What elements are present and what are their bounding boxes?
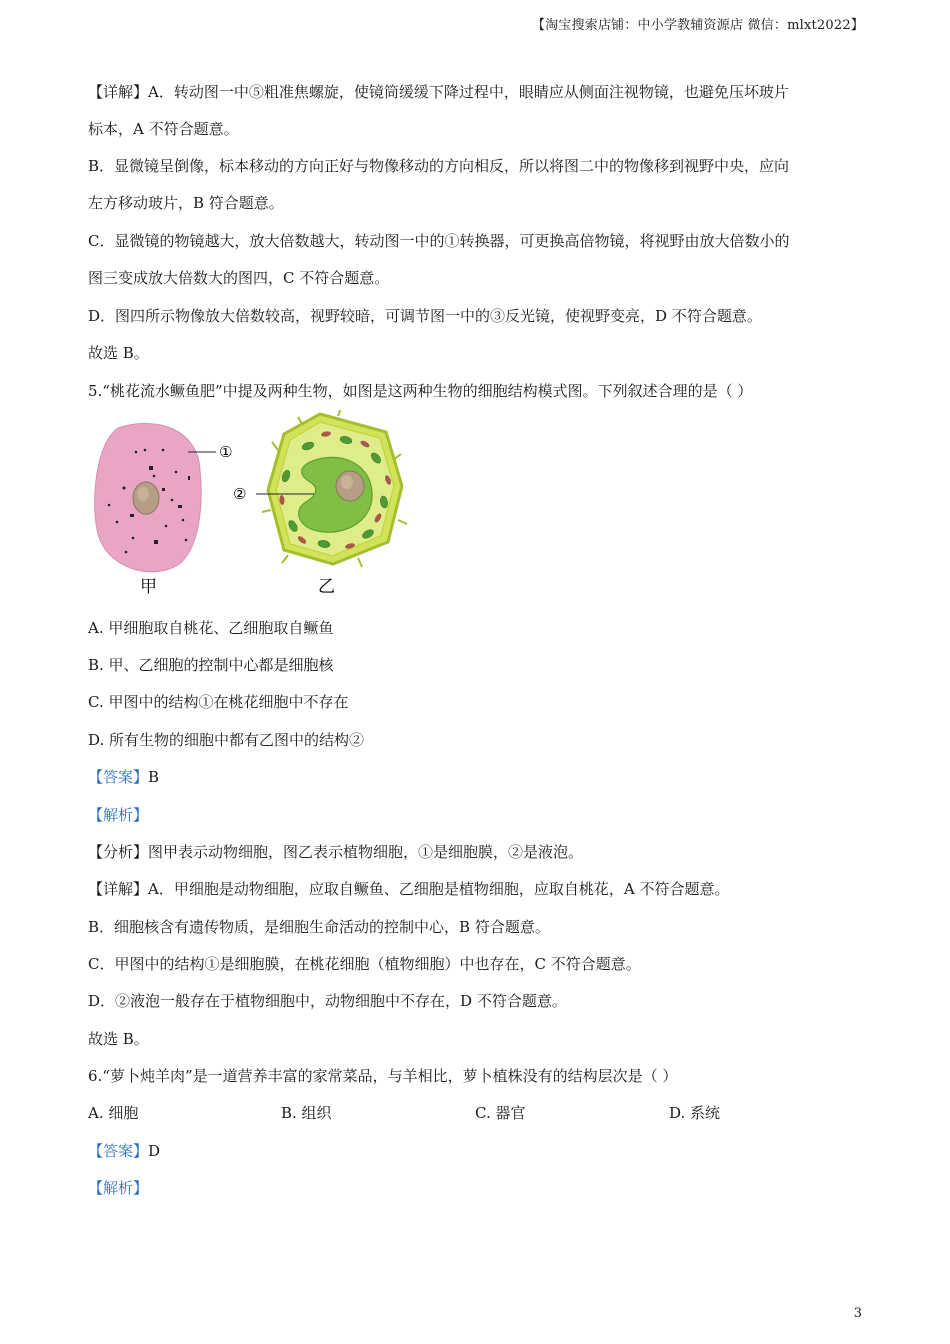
- q5-option-b: B. 甲、乙细胞的控制中心都是细胞核: [88, 656, 334, 674]
- caption-jia: 甲: [140, 577, 157, 597]
- animal-cell: [95, 423, 202, 571]
- cell-diagram: [88, 410, 418, 600]
- q5-detail-line-3: C．甲图中的结构①是细胞膜，在桃花细胞（植物细胞）中也存在，C 不符合题意。: [88, 955, 641, 973]
- q6-option-b: B. 组织: [281, 1104, 332, 1122]
- q6-option-d: D. 系统: [669, 1104, 721, 1122]
- q5-answer: 【答案】B: [88, 768, 160, 786]
- q5-option-c: C. 甲图中的结构①在桃花细胞中不存在: [88, 693, 349, 711]
- label-2: ②: [233, 485, 247, 503]
- q5-stem: 5.“桃花流水鳜鱼肥”中提及两种生物，如图是这两种生物的细胞结构模式图。下列叙述合理的是（ ）: [88, 382, 753, 400]
- q6-stem: 6.“萝卜炖羊肉”是一道营养丰富的家常菜品，与羊相比，萝卜植株没有的结构层次是（ ）: [88, 1067, 678, 1085]
- q6-analysis-tag: 【解析】: [88, 1179, 149, 1197]
- label-1: ①: [219, 443, 233, 461]
- q6-option-c: C. 器官: [475, 1104, 526, 1122]
- q6-option-a: A. 细胞: [88, 1104, 139, 1122]
- q5-analysis: 【分析】图甲表示动物细胞，图乙表示植物细胞，①是细胞膜，②是液泡。: [88, 843, 584, 861]
- page-number: 3: [853, 1306, 862, 1321]
- q5-detail-line-4: D．②液泡一般存在于植物细胞中，动物细胞中不存在，D 不符合题意。: [88, 992, 567, 1010]
- q5-detail-line-2: B．细胞核含有遗传物质，是细胞生命活动的控制中心，B 符合题意。: [88, 918, 550, 936]
- q5-analysis-tag: 【解析】: [88, 806, 149, 824]
- q4-detail-line-6: 图三变成放大倍数大的图四，C 不符合题意。: [88, 269, 390, 287]
- q4-detail-line-3: B．显微镜呈倒像，标本移动的方向正好与物像移动的方向相反，所以将图二中的物像移到视野中央，应向: [88, 157, 790, 175]
- q4-detail-line-5: C．显微镜的物镜越大，放大倍数越大，转动图一中的①转换器，可更换高倍物镜，将视野由放大倍数小的: [88, 232, 790, 250]
- q4-conclusion: 故选 B。: [88, 344, 149, 362]
- page-header: 【淘宝搜索店铺：中小学教辅资源店 微信：mlxt2022】: [531, 18, 864, 33]
- q5-option-a: A. 甲细胞取自桃花、乙细胞取自鳜鱼: [88, 619, 334, 637]
- q5-conclusion: 故选 B。: [88, 1030, 149, 1048]
- q4-detail-line-4: 左方移动玻片，B 符合题意。: [88, 194, 284, 212]
- q5-option-d: D. 所有生物的细胞中都有乙图中的结构②: [88, 731, 365, 749]
- q4-detail-line-2: 标本，A 不符合题意。: [88, 120, 239, 138]
- q6-answer: 【答案】D: [88, 1142, 161, 1160]
- q5-detail-line-1: 【详解】A．甲细胞是动物细胞，应取自鳜鱼、乙细胞是植物细胞，应取自桃花，A 不符合题意。: [88, 880, 730, 898]
- plant-cell: [262, 410, 407, 567]
- q4-detail-line-7: D．图四所示物像放大倍数较高，视野较暗，可调节图一中的③反光镜，使视野变亮，D 不符合题意。: [88, 307, 762, 325]
- q4-detail-line-1: 【详解】A．转动图一中⑤粗准焦螺旋，使镜筒缓缓下降过程中，眼睛应从侧面注视物镜，也避免压坏玻片: [88, 83, 789, 101]
- caption-yi: 乙: [318, 577, 335, 597]
